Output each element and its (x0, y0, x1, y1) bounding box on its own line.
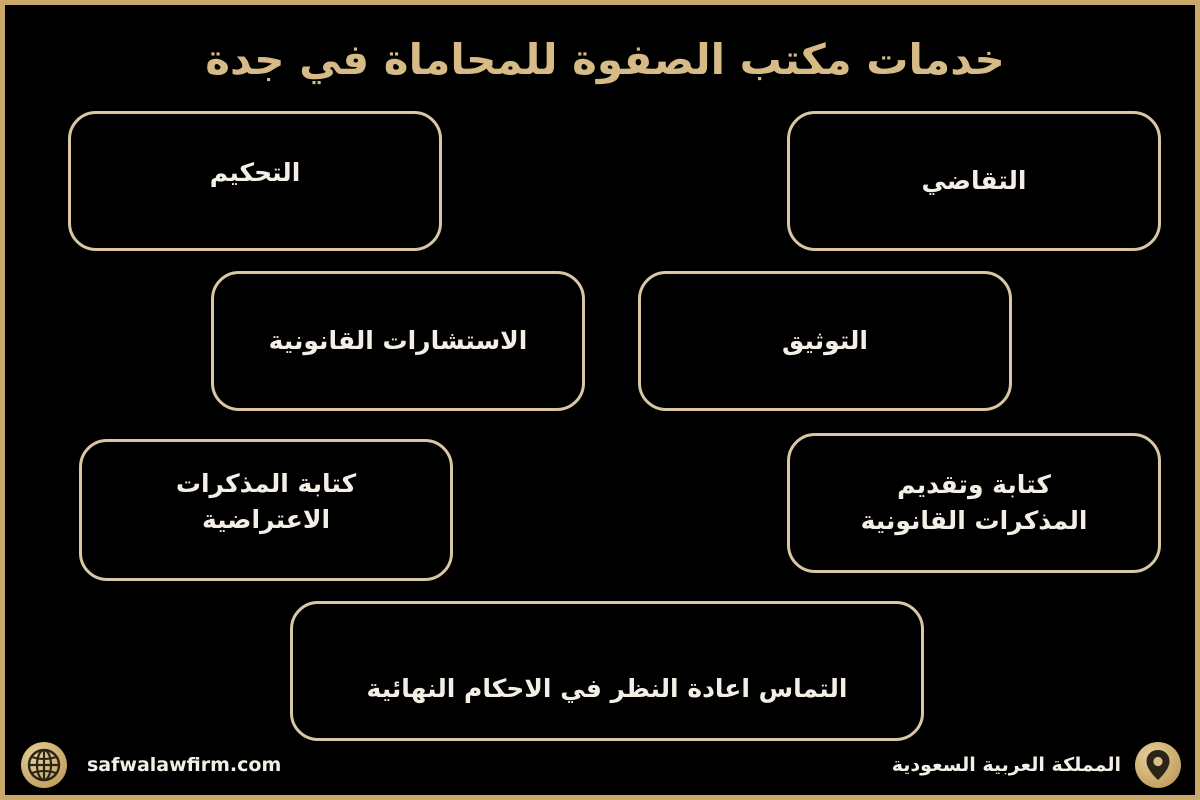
service-label: التقاضي (921, 165, 1027, 195)
page-title: خدمات مكتب الصفوة للمحاماة في جدة (205, 35, 1005, 84)
service-consultations (211, 271, 585, 411)
service-litigation (787, 111, 1161, 251)
website-link[interactable]: safwalawfirm.com (87, 754, 282, 776)
service-label: التحكيم (209, 157, 301, 187)
service-label: التوثيق (782, 325, 868, 355)
map-pin-icon (1135, 742, 1181, 788)
service-label: كتابة وتقديم المذكرات القانونية (860, 469, 1088, 535)
service-notarization (638, 271, 1012, 411)
service-label: الاستشارات القانونية (268, 325, 528, 355)
service-objection-memos (79, 439, 453, 581)
globe-icon (21, 742, 67, 788)
footer-location (892, 739, 1181, 791)
service-arbitration (68, 111, 442, 251)
location-text: المملكة العربية السعودية (891, 754, 1121, 776)
service-label: التماس اعادة النظر في الاحكام النهائية (366, 673, 848, 703)
service-label: كتابة المذكرات الاعتراضية (175, 468, 357, 534)
service-judgment-review (290, 601, 924, 741)
footer-website (21, 739, 281, 791)
service-memos (787, 433, 1161, 573)
